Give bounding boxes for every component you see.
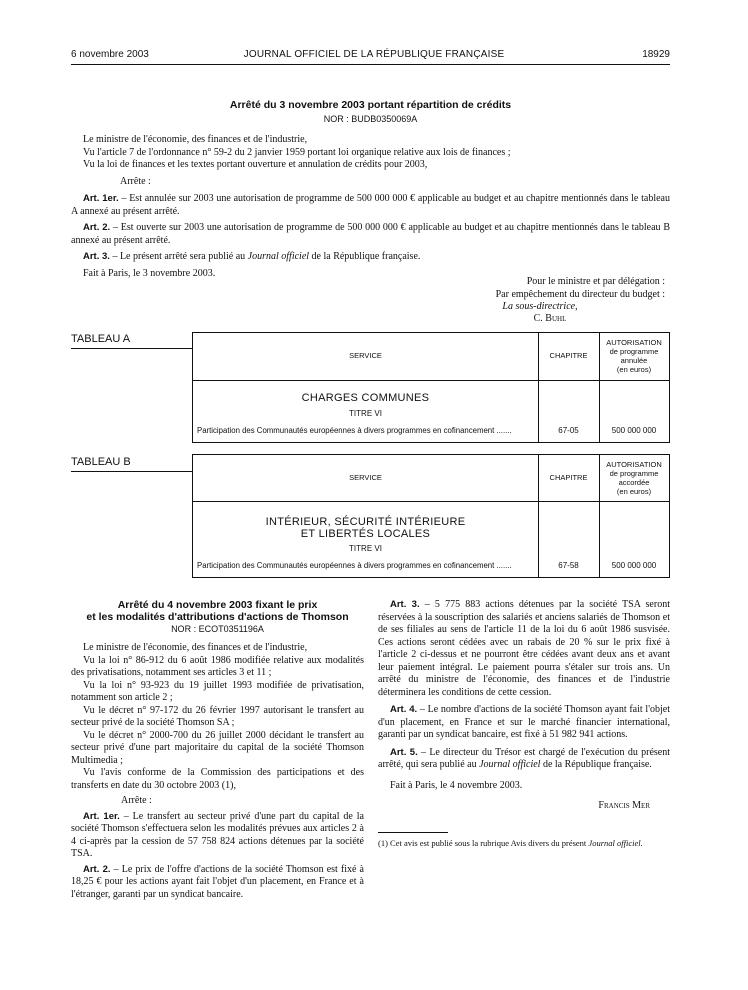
journal-title: JOURNAL OFFICIEL DE LA RÉPUBLIQUE FRANÇAISE <box>243 49 505 60</box>
arrete2-fait: Fait à Paris, le 4 novembre 2003. <box>390 779 523 791</box>
arrete2-article-4: Art. 4. – Le nombre d'actions de la société Thomson ayant fait l'objet d'un placement, en France et sur le marché financier international, garanti par un syndicat bancaire, est fixé à 51 982 941 actions. <box>378 704 670 740</box>
col-service: SERVICE <box>349 351 382 360</box>
page-number: 18929 <box>642 49 670 60</box>
row-label: Participation des Communautés européennes à divers programmes en cofinancement ....... <box>197 561 512 570</box>
header-rule <box>71 64 670 65</box>
row-label: Participation des Communautés européennes à divers programmes en cofinancement ....... <box>197 426 512 435</box>
arrete2-signature: Francis Mer <box>598 800 650 811</box>
arrete2-left-column <box>71 599 364 901</box>
col-autorisation: AUTORISATION de programme accordée (en euros) <box>606 460 662 496</box>
tableau-a-label: TABLEAU A <box>71 333 131 345</box>
col-autorisation: AUTORISATION de programme annulée (en euros) <box>606 338 662 374</box>
footnote-rule <box>378 832 448 833</box>
visa-line: Vu l'avis conforme de la Commission des participations et des transferts en date du 30 octobre 2003 (1), <box>71 767 364 791</box>
visa-line: Vu la loi n° 86-912 du 6 août 1986 modifiée relative aux modalités des privatisations, notamment ses articles 3 et 11 ; <box>71 654 364 678</box>
visa-line: Vu le décret n° 97-172 du 26 février 1997 autorisant le transfert au secteur privé de la société Thomson SA ; <box>71 704 364 728</box>
col-chapitre: CHAPITRE <box>549 473 588 482</box>
row-montant: 500 000 000 <box>611 426 657 435</box>
section-title: CHARGES COMMUNES <box>301 392 430 404</box>
visa-line: Vu la loi de finances et les textes portant ouverture et annulation de crédits pour 2003, <box>83 159 428 170</box>
col-service: SERVICE <box>349 473 382 482</box>
titre-label: TITRE VI <box>349 409 382 418</box>
visa-line: Vu le décret n° 2000-700 du 26 juillet 2000 décidant le transfert au secteur privé d'une part majoritaire du capital de la société Thomson Multimedia ; <box>71 729 364 766</box>
arrete2-right-column <box>378 599 670 813</box>
tableau-a-rule <box>71 348 192 349</box>
arrete2-article-5: Art. 5. – Le directeur du Trésor est chargé de l'exécution du présent arrêté, qui sera publié au Journal officiel de la République française. <box>378 746 670 770</box>
arrete2-arrete: Arrête : <box>121 795 152 806</box>
visa-line: Vu la loi n° 93-923 du 19 juillet 1993 modifiée de privatisation, notamment son article 2 ; <box>71 679 364 703</box>
header-date: 6 novembre 2003 <box>71 49 149 60</box>
row-chapitre: 67-05 <box>558 426 579 435</box>
arrete2-article-2: Art. 2. – Le prix de l'offre d'actions de la société Thomson est fixé à 18,25 € pour les actions ayant fait l'objet d'un placement, en France et à l'étranger, garanti par un syndicat bancaire. <box>71 863 364 900</box>
arrete1-visas <box>83 134 670 172</box>
arrete2-article-1: Art. 1er. – Le transfert au secteur privé d'une part du capital de la société Thomson s'effectuera selon les modalités prévues aux articles 2 à 4 ci-après par la cession de 57 758 824 actions détenues par la société TSA. <box>71 810 364 859</box>
row-montant: 500 000 000 <box>611 561 657 570</box>
footnote: (1) Cet avis est publié sous la rubrique Avis divers du présent Journal officiel. <box>378 838 643 848</box>
signature-title: La sous-directrice, <box>502 301 578 312</box>
titre-label: TITRE VI <box>349 544 382 553</box>
tableau-b-rule <box>71 471 192 472</box>
signature-name: C. Buhl <box>533 313 567 324</box>
arrete1-title: Arrêté du 3 novembre 2003 portant répartition de crédits <box>229 99 512 111</box>
arrete2-nor: NOR : ECOT0351196A <box>171 624 264 634</box>
arrete1-signature: Pour le ministre et par délégation : Par empêchement du directeur du budget : <box>495 276 665 300</box>
tableau-a <box>192 332 670 443</box>
col-chapitre: CHAPITRE <box>549 351 588 360</box>
section-title: INTÉRIEUR, SÉCURITÉ INTÉRIEURE ET LIBERTÉS LOCALES <box>265 516 466 540</box>
arrete1-arrete: Arrête : <box>120 176 151 187</box>
article-1: Art. 1er. – Est annulée sur 2003 une autorisation de programme de 500 000 000 € applicable au budget et au chapitre mentionnés dans le tableau A annexé au présent arrêté. <box>71 193 670 217</box>
arrete1-fait: Fait à Paris, le 3 novembre 2003. <box>83 267 216 279</box>
article-3: Art. 3. – Le présent arrêté sera publié au Journal officiel de la République française. <box>83 251 421 262</box>
row-chapitre: 67-58 <box>558 561 579 570</box>
visa-line: Le ministre de l'économie, des finances et de l'industrie, <box>83 134 308 145</box>
arrete2-article-3: Art. 3. – 5 775 883 actions détenues par la société TSA seront réservées à la souscription des salariés et anciens salariés de Thomson et de ses filiales au sens de l'article 11 de la loi du 6 août 1986 susvisée. Ces actions seront cédées avec un rabais de 20 % sur le prix fixé à l'article 2 ci-dessus et ne pourront être cédées avant deux ans et avant leur paiement intégral. Le paiement pourra s'étaler sur trois ans. Un arrêté du ministre de l'économie, des finances et de l'industrie déterminera les conditions de cette cession. <box>378 599 670 698</box>
visa-line: Le ministre de l'économie, des finances et de l'industrie, <box>83 642 308 653</box>
arrete1-articles <box>71 193 670 280</box>
visa-line: Vu l'article 7 de l'ordonnance n° 59-2 du 2 janvier 1959 portant loi organique relative aux lois de finances ; <box>83 146 511 158</box>
arrete1-nor: NOR : BUDB0350069A <box>323 114 418 124</box>
arrete2-title: Arrêté du 4 novembre 2003 fixant le prix et les modalités d'attributions d'actions de Thomson <box>86 599 349 623</box>
article-2: Art. 2. – Est ouverte sur 2003 une autorisation de programme de 500 000 000 € applicable au budget et au chapitre mentionnés dans le tableau B annexé au présent arrêté. <box>71 222 670 246</box>
tableau-b-label: TABLEAU B <box>71 456 131 468</box>
tableau-b <box>192 454 670 578</box>
